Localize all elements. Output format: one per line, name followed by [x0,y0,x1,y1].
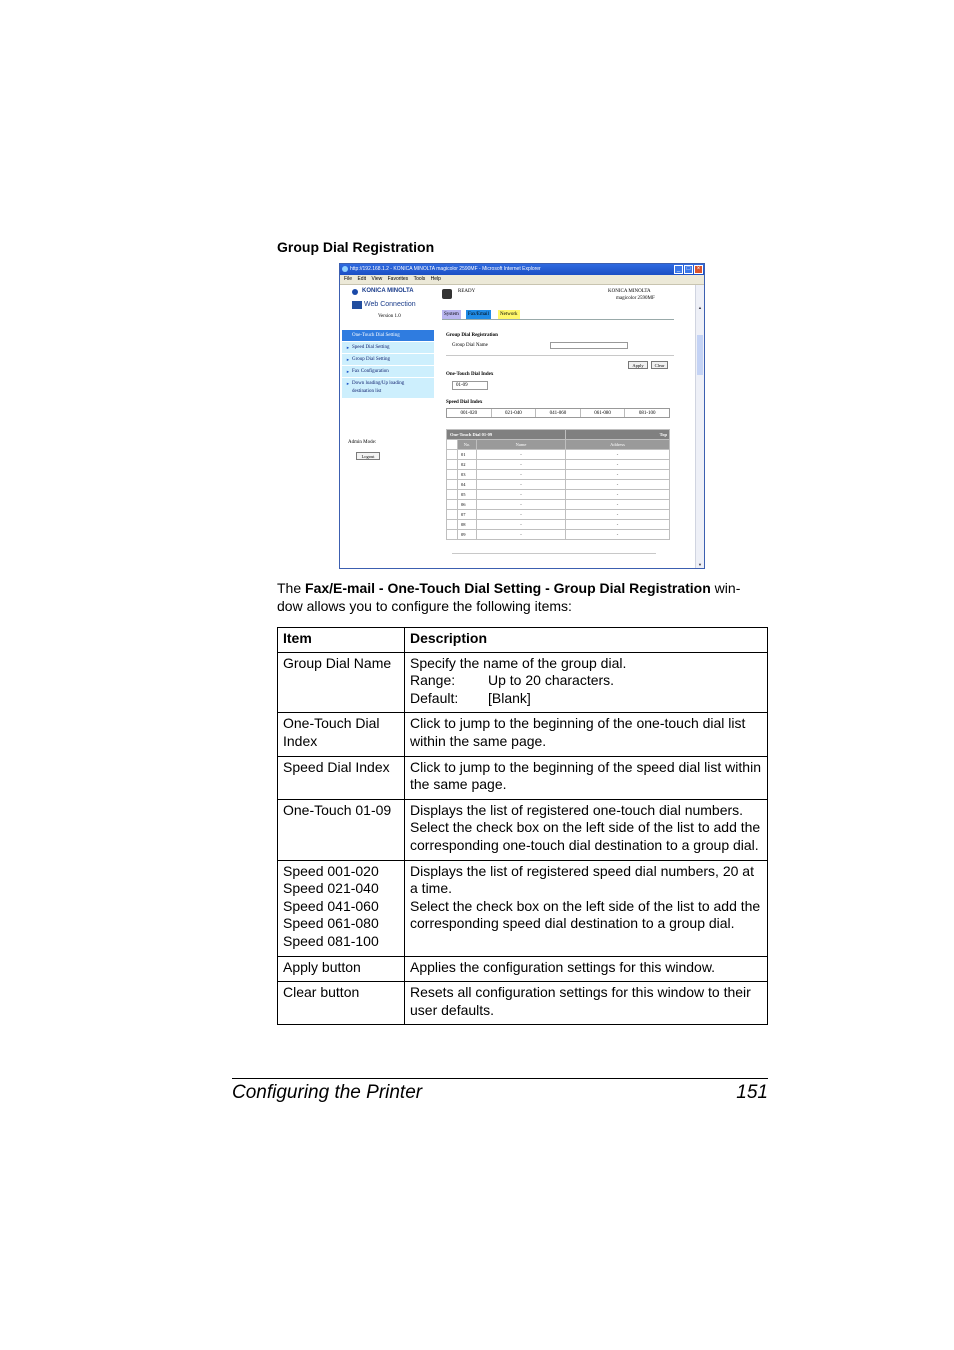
row-name: - [477,530,566,540]
footer-rule [232,1078,768,1079]
row-name: - [477,470,566,480]
speed-index-link[interactable]: 021-040 [492,409,537,417]
scroll-thumb[interactable] [697,335,703,375]
maker-name: KONICA MINOLTA [608,289,651,294]
table-header-row [447,440,670,450]
row-number: 04 [458,480,477,490]
vertical-scrollbar[interactable] [695,285,704,569]
row-address: - [566,450,670,460]
table-row [278,982,768,1025]
onetouch-dial-table [446,429,670,540]
intro-paragraph: The Fax/E-mail - One-Touch Dial Setting - Group Dial Registration win- dow allows you to configure the following items: [277,580,741,614]
speed-index-link[interactable]: 061-080 [581,409,626,417]
table-row [447,520,670,530]
table-row [278,860,768,956]
arrow-right-icon: ► [346,357,350,362]
row-checkbox[interactable] [447,530,458,540]
item-cell: One-Touch Dial Index [278,713,405,756]
description-cell: Click to jump to the beginning of the one-touch dial list within the same page. [405,713,768,756]
pagescope-logo-icon [352,301,362,309]
row-checkbox[interactable] [447,480,458,490]
row-number: 09 [458,530,477,540]
left-nav-panel [340,285,436,569]
speed-index-link[interactable]: 041-060 [536,409,581,417]
row-address: - [566,480,670,490]
table-row [278,956,768,982]
menu-help[interactable]: Help [430,276,441,282]
row-address: - [566,530,670,540]
nav-speed-dial-setting[interactable]: ► Speed Dial Setting [342,342,434,353]
printer-status: READY [458,289,476,294]
minimize-icon[interactable]: _ [674,265,683,274]
page-number: 151 [736,1082,768,1103]
header-description: Description [405,628,768,653]
nav-fax-configuration[interactable]: ► Fax Configuration [342,366,434,377]
close-icon[interactable]: × [694,265,703,274]
item-cell: Clear button [278,982,405,1025]
admin-mode-label: Admin Mode: [348,440,377,445]
main-content-panel [438,285,704,569]
row-address: - [566,490,670,500]
row-address: - [566,520,670,530]
window-title: http://192.168.1.2 - KONICA MINOLTA magicolor 2590MF - Microsoft Internet Explorer [350,266,541,272]
row-name: - [477,510,566,520]
table-row [278,652,768,713]
dial-rows [447,450,670,540]
intro-path: Fax/E-mail - One-Touch Dial Setting - Group Dial Registration [305,580,711,596]
item-cell: One-Touch 01-09 [278,799,405,860]
table-row [278,799,768,860]
printer-icon [442,289,452,299]
row-address: - [566,460,670,470]
scroll-down-icon[interactable]: ▼ [698,562,702,567]
table-header-row [278,628,768,653]
menu-tools[interactable]: Tools [413,276,426,282]
row-checkbox[interactable] [447,520,458,530]
table-row [447,460,670,470]
header-no: No. [458,440,477,450]
logout-button[interactable]: Logout [356,452,380,460]
speed-index-link[interactable]: 001-020 [447,409,492,417]
clear-button[interactable]: Clear [651,361,668,369]
nav-group-dial-setting[interactable]: ► Group Dial Setting [342,354,434,365]
row-number: 06 [458,500,477,510]
row-address: - [566,500,670,510]
table-row [447,470,670,480]
row-number: 02 [458,460,477,470]
row-number: 03 [458,470,477,480]
arrow-right-icon: ► [346,345,350,350]
items-table [277,627,768,1025]
footer-title: Configuring the Printer [232,1082,423,1103]
row-number: 07 [458,510,477,520]
row-number: 05 [458,490,477,500]
group-dial-registration-heading: Group Dial Registration [446,333,498,338]
row-address: - [566,510,670,520]
row-checkbox[interactable] [447,500,458,510]
item-cell: Speed Dial Index [278,756,405,799]
web-connection-label: Web Connection [364,301,416,308]
tab-network[interactable]: Network [500,312,518,317]
scroll-up-icon[interactable]: ▲ [698,305,702,310]
header-item: Item [278,628,405,653]
tab-fax-email[interactable]: Fax/Email [468,312,489,317]
apply-button[interactable]: Apply [628,361,648,369]
konica-minolta-logo-icon [352,289,358,295]
description-cell: Applies the configuration settings for this window. [405,956,768,982]
table-row [278,756,768,799]
model-name: magicolor 2590MF [616,296,655,301]
table-row [447,450,670,460]
table-row [447,500,670,510]
speed-index-link[interactable]: 081-100 [638,411,656,416]
description-cell: Displays the list of registered speed dial numbers, 20 at a time. Select the check box on the left side of the list to add the corresponding speed dial destination to a group dial. [405,860,768,956]
arrow-right-icon: ► [346,381,350,386]
description-cell: Click to jump to the beginning of the speed dial list within the same page. [405,756,768,799]
table-row [447,510,670,520]
embedded-screenshot [339,263,705,569]
table-row [447,530,670,540]
row-checkbox[interactable] [447,450,458,460]
tab-system[interactable]: System [444,312,459,317]
browser-title-bar [340,264,704,275]
onetouch-dial-index-heading: One-Touch Dial Index [446,372,494,377]
browser-menu-bar [340,275,704,285]
row-name: - [477,480,566,490]
row-checkbox[interactable] [447,490,458,500]
row-name: - [477,450,566,460]
table-row [278,713,768,756]
menu-edit[interactable]: Edit [357,276,367,282]
section-heading: Group Dial Registration [277,239,435,255]
group-dial-name-input[interactable] [550,342,628,349]
table-row [447,490,670,500]
table-caption: One-Touch Dial 01-09 [447,430,566,440]
menu-favorites[interactable]: Favorites [387,276,409,282]
menu-file[interactable]: File [344,276,353,282]
table-row [447,480,670,490]
onetouch-index-link[interactable]: 01-09 [452,381,488,390]
speed-dial-index-row [446,408,670,418]
top-link[interactable]: Top [566,430,670,440]
item-cell: Apply button [278,956,405,982]
group-dial-name-label: Group Dial Name [452,343,488,348]
row-name: - [477,460,566,470]
description-cell: Displays the list of registered one-touch dial numbers. Select the check box on the left side of the list to add the corresponding one-touch dial destination to a group dial. [405,799,768,860]
arrow-right-icon: ► [346,369,350,374]
row-address: - [566,470,670,480]
version-label: Version 1.0 [378,314,401,319]
item-cell: Group Dial Name [278,652,405,713]
table-caption-row [447,430,670,440]
row-name: - [477,520,566,530]
row-checkbox[interactable] [447,510,458,520]
description-cell: Specify the name of the group dial. Range: Up to 20 characters. Default: [Blank] [405,652,768,713]
nav-onetouch-dial-setting[interactable]: One-Touch Dial Setting [342,330,434,341]
row-name: - [477,490,566,500]
nav-download-upload-destination-list[interactable]: ► Down loading/Up loading destination list [342,378,434,398]
row-checkbox[interactable] [447,470,458,480]
header-name: Name [477,440,566,450]
form-divider [446,355,674,356]
bottom-divider [452,553,656,554]
menu-view[interactable]: View [371,276,383,282]
item-cell: Speed 001-020 Speed 021-040 Speed 041-060 Speed 061-080 Speed 081-100 [278,860,405,956]
row-number: 01 [458,450,477,460]
row-number: 08 [458,520,477,530]
maximize-icon[interactable]: □ [684,265,693,274]
row-checkbox[interactable] [447,460,458,470]
row-name: - [477,500,566,510]
speed-dial-index-heading: Speed Dial Index [446,400,483,405]
description-cell: Resets all configuration settings for this window to their user defaults. [405,982,768,1025]
header-address: Address [566,440,670,450]
tab-divider [442,319,674,320]
internet-explorer-icon [342,266,348,272]
brand-name: KONICA MINOLTA [362,288,414,294]
